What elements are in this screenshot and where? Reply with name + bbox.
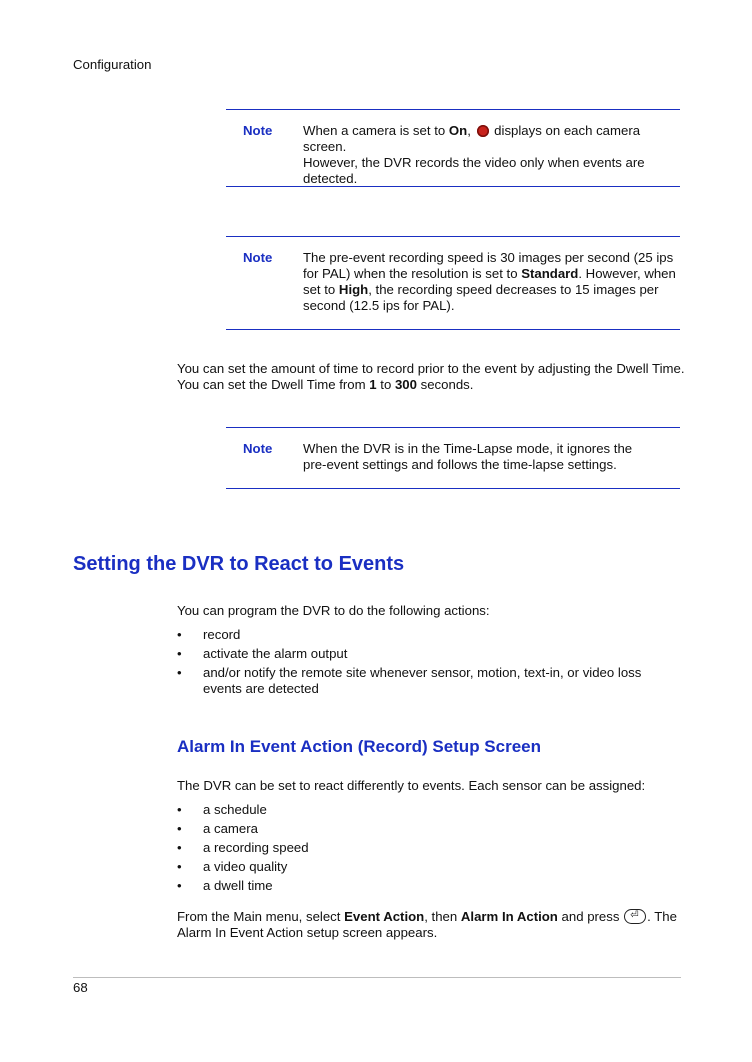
bullet-icon: • [177,859,182,874]
list-item: • a recording speed [177,840,309,855]
note-label: Note [243,250,273,265]
subsection-heading: Alarm In Event Action (Record) Setup Screen [177,737,541,756]
final-paragraph: From the Main menu, select Event Action, then Alarm In Action and press ⏎. The Alarm In Event Action setup screen appears. [177,909,687,941]
assignables-list [177,802,667,897]
note-text: The pre-event recording speed is 30 images per second (25 ips for PAL) when the resolution is set to Standard. However, when set to High, the recording speed decreases to 15 images per second (12.5 ips for PAL). [303,250,676,313]
bullet-icon: • [177,627,182,642]
note-text: When the DVR is in the Time-Lapse mode, it ignores the pre-event settings and follows the time-lapse settings. [303,441,633,472]
subsection-intro: The DVR can be set to react differently to events. Each sensor can be assigned: [177,778,646,793]
list-item: • and/or notify the remote site whenever sensor, motion, text-in, or video loss events are detected [177,665,642,696]
note-box-pre-event-speed [226,236,680,330]
list-item: • a dwell time [177,878,273,893]
running-head: Configuration [73,57,152,72]
bullet-icon: • [177,878,182,893]
actions-list [177,627,667,700]
bullet-icon: • [177,840,182,855]
note-text: When a camera is set to On, displays on each camera screen. However, the DVR records the video only when events are detected. [303,123,645,186]
footer-rule [73,977,681,978]
list-item: • a schedule [177,802,267,817]
bullet-icon: • [177,802,182,817]
bullet-icon: • [177,646,182,661]
bullet-icon: • [177,821,182,836]
bullet-icon: • [177,665,182,680]
note-box-camera-on [226,109,680,187]
note-label: Note [243,441,273,456]
list-item: • a video quality [177,859,288,874]
list-item: • record [177,627,241,642]
record-indicator-icon [477,125,489,137]
section-heading: Setting the DVR to React to Events [73,553,405,575]
page-number: 68 [73,980,88,995]
enter-button-icon [624,909,646,924]
note-box-time-lapse [226,427,680,489]
list-item: • activate the alarm output [177,646,348,661]
list-item: • a camera [177,821,258,836]
section-intro: You can program the DVR to do the following actions: [177,603,490,618]
dwell-time-paragraph: You can set the amount of time to record prior to the event by adjusting the Dwell Time. You can set the Dwell Time from 1 to 300 seconds. [177,361,685,392]
note-label: Note [243,123,273,138]
